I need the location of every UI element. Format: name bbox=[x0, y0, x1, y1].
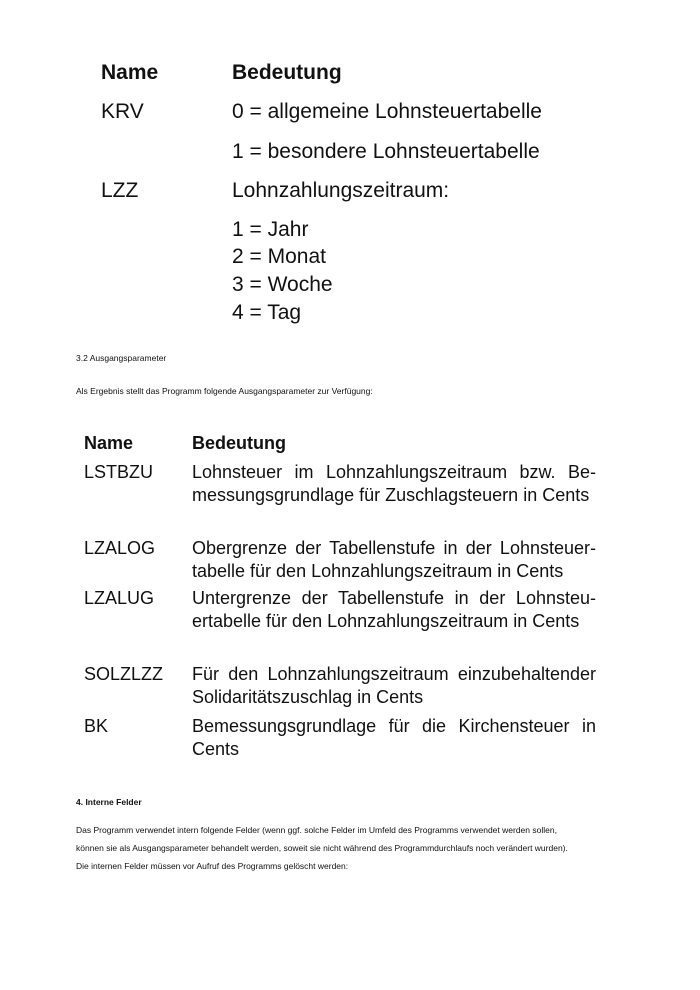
section-heading-3-2: 3.2 Ausgangsparameter bbox=[76, 353, 167, 363]
column-header-bedeutung: Bedeutung bbox=[192, 433, 286, 453]
section-intro: Als Ergebnis stellt das Programm folgende Ausgangsparameter zur Verfügung: bbox=[76, 386, 373, 396]
section-heading-4: 4. Interne Felder bbox=[76, 797, 142, 807]
param-name: LZALOG bbox=[84, 538, 156, 558]
param-name: SOLZLZZ bbox=[84, 664, 164, 684]
param-lzz-option: 1 = Jahr bbox=[232, 218, 309, 241]
column-header-name: Name bbox=[101, 61, 159, 84]
paragraph-line: Die internen Felder müssen vor Aufruf des Programms gelöscht werden: bbox=[76, 861, 349, 871]
param-description: Für den Lohnzahlungszeitraum einzubehaltender Solidaritätszuschlag in Cents bbox=[192, 664, 596, 707]
column-header-bedeutung: Bedeutung bbox=[232, 61, 342, 84]
param-name: BK bbox=[84, 716, 109, 736]
param-krv-line-1: 0 = allgemeine Lohnsteuertabelle bbox=[232, 100, 542, 123]
param-krv-line-2: 1 = besondere Lohnsteuertabelle bbox=[232, 140, 540, 163]
param-lzz-option: 4 = Tag bbox=[232, 301, 302, 324]
param-description: Obergrenze der Tabellenstufe in der Lohnsteuertabelle für den Lohnzahlungszeitraum in Cents bbox=[192, 538, 596, 581]
column-header-name: Name bbox=[84, 433, 134, 453]
param-lzz-title: Lohnzahlungszeitraum: bbox=[232, 179, 450, 202]
paragraph-line: können sie als Ausgangsparameter behandelt werden, soweit sie nicht während des Programmdurchlaufs noch verändert wurden). bbox=[76, 843, 568, 853]
section-4-paragraph bbox=[76, 821, 636, 875]
param-name-lzz: LZZ bbox=[101, 179, 139, 202]
param-name: LSTBZU bbox=[84, 462, 154, 482]
param-lzz-option: 3 = Woche bbox=[232, 273, 333, 296]
param-description: Bemessungsgrundlage für die Kirchensteuer in Cents bbox=[192, 716, 596, 759]
param-description: Lohnsteuer im Lohnzahlungszeitraum bzw. Bemessungsgrundlage für Zuschlagsteuern in Cents bbox=[192, 462, 596, 505]
paragraph-line: Das Programm verwendet intern folgende Felder (wenn ggf. solche Felder im Umfeld des Programms verwendet werden sollen, bbox=[76, 825, 557, 835]
param-description: Untergrenze der Tabellenstufe in der Lohnsteuertabelle für den Lohnzahlungszeitraum in Cents bbox=[192, 588, 596, 631]
param-name: LZALUG bbox=[84, 588, 155, 608]
param-name-krv: KRV bbox=[101, 100, 144, 123]
param-lzz-option: 2 = Monat bbox=[232, 245, 326, 268]
